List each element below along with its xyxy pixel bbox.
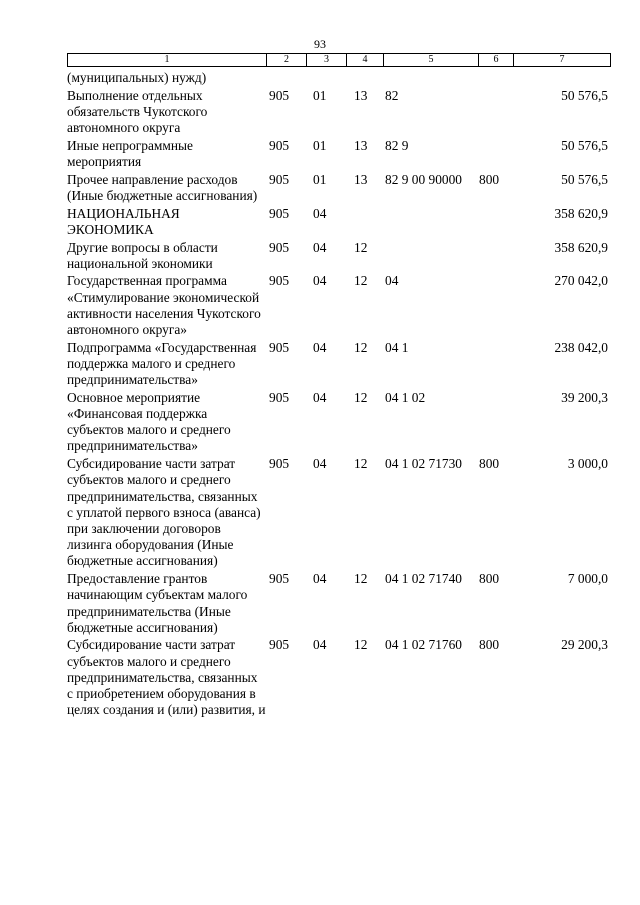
- row-name: НАЦИОНАЛЬНАЯ ЭКОНОМИКА: [67, 205, 180, 237]
- row-code-4: 13: [354, 137, 368, 153]
- row-code-5: 04: [385, 273, 399, 289]
- row-code-5: 04 1 02: [385, 389, 426, 405]
- row-code-6: 800: [479, 456, 500, 472]
- row-code-6: [478, 206, 513, 240]
- row-code-4: 13: [354, 87, 368, 103]
- row-code-5: 04 1 02 71730: [385, 456, 462, 472]
- table-row: [67, 340, 610, 390]
- row-amount: 270 042,0: [554, 273, 608, 289]
- table-row: [67, 390, 610, 456]
- column-header: 4: [347, 54, 384, 67]
- row-code-3: 04: [313, 273, 327, 289]
- row-code-2: 905: [269, 571, 290, 587]
- row-code-5: 82 9 00 90000: [385, 171, 462, 187]
- row-amount: 50 576,5: [561, 87, 608, 103]
- budget-table: [67, 70, 610, 720]
- row-name: Основное мероприятие «Финансовая поддержка субъектов малого и среднего предпринимательства»: [67, 389, 231, 454]
- row-code-3: 04: [313, 456, 327, 472]
- row-code-2: 905: [269, 137, 290, 153]
- row-amount: [513, 70, 610, 88]
- row-code-3: 04: [313, 637, 327, 653]
- table-row: [67, 571, 610, 637]
- row-code-5: [383, 70, 478, 88]
- column-header-row: [68, 54, 611, 67]
- row-code-3: 04: [313, 239, 327, 255]
- row-name: Иные непрограммные мероприятия: [67, 137, 193, 170]
- row-code-5: 04 1 02 71740: [385, 571, 462, 587]
- row-code-2: 905: [269, 171, 290, 187]
- row-amount: 29 200,3: [561, 637, 608, 653]
- row-amount: 50 576,5: [561, 171, 608, 187]
- row-amount: 39 200,3: [561, 389, 608, 405]
- row-code-2: [266, 70, 306, 88]
- table-header: [67, 53, 611, 67]
- row-code-5: [383, 240, 478, 274]
- row-code-2: 905: [269, 87, 290, 103]
- row-code-3: 01: [313, 171, 327, 187]
- row-code-4: 12: [354, 456, 368, 472]
- row-code-4: [346, 70, 383, 88]
- row-code-4: 12: [354, 571, 368, 587]
- row-amount: 238 042,0: [554, 339, 608, 355]
- row-name: Предоставление грантов начинающим субъектам малого предпринимательства (Иные бюджетные ассигнования): [67, 571, 248, 635]
- row-code-4: 12: [354, 637, 368, 653]
- row-code-3: 04: [313, 571, 327, 587]
- table-row: [67, 273, 610, 339]
- row-code-4: [346, 206, 383, 240]
- column-header: 7: [514, 54, 611, 67]
- row-name: Другие вопросы в области национальной экономики: [67, 239, 218, 271]
- row-code-2: 905: [269, 239, 290, 255]
- row-name: Субсидирование части затрат субъектов малого и среднего предпринимательства, связанных с приобретением оборудования в целях создания и (или) развития, и: [67, 637, 266, 718]
- row-code-3: 01: [313, 137, 327, 153]
- row-code-6: 800: [479, 571, 500, 587]
- row-name: Субсидирование части затрат субъектов малого и среднего предпринимательства, связанных с уплатой первого взноса (аванса) при заключении договоров лизинга оборудования (Иные бюджетные ассигнования): [67, 456, 261, 569]
- table-row: [67, 206, 610, 240]
- row-code-2: 905: [269, 637, 290, 653]
- row-code-5: 82: [385, 87, 399, 103]
- row-amount: 358 620,9: [554, 239, 608, 255]
- row-code-4: 12: [354, 273, 368, 289]
- row-name: (муниципальных) нужд): [67, 70, 207, 85]
- row-amount: 358 620,9: [554, 205, 608, 221]
- row-name: Подпрограмма «Государственная поддержка малого и среднего предпринимательства»: [67, 339, 257, 388]
- row-code-6: [478, 273, 513, 339]
- row-code-4: 13: [354, 171, 368, 187]
- row-name: Выполнение отдельных обязательств Чукотского автономного округа: [67, 87, 208, 136]
- row-code-3: [306, 70, 346, 88]
- row-code-3: 01: [313, 87, 327, 103]
- row-amount: 3 000,0: [567, 456, 608, 472]
- row-code-6: [478, 340, 513, 390]
- row-code-6: 800: [479, 171, 500, 187]
- row-code-3: 04: [313, 389, 327, 405]
- row-code-3: 04: [313, 339, 327, 355]
- row-code-4: 12: [354, 389, 368, 405]
- row-code-3: 04: [313, 205, 327, 221]
- column-header: 1: [68, 54, 267, 67]
- row-amount: 7 000,0: [567, 571, 608, 587]
- column-header: 5: [384, 54, 479, 67]
- row-name: Прочее направление расходов (Иные бюджетные ассигнования): [67, 171, 258, 203]
- table-row: [67, 172, 610, 206]
- row-code-5: 04 1 02 71760: [385, 637, 462, 653]
- row-code-2: 905: [269, 273, 290, 289]
- column-header: 6: [479, 54, 514, 67]
- row-code-6: [478, 390, 513, 456]
- row-code-6: [478, 88, 513, 138]
- table-row: [67, 240, 610, 274]
- table-row: [67, 138, 610, 172]
- row-code-2: 905: [269, 205, 290, 221]
- table-row: [67, 70, 610, 88]
- row-code-5: 82 9: [385, 137, 409, 153]
- row-code-2: 905: [269, 456, 290, 472]
- row-code-4: 12: [354, 339, 368, 355]
- column-header: 2: [267, 54, 307, 67]
- row-code-6: [478, 138, 513, 172]
- row-code-4: 12: [354, 239, 368, 255]
- row-amount: 50 576,5: [561, 137, 608, 153]
- row-code-2: 905: [269, 339, 290, 355]
- page-number: 93: [314, 37, 326, 51]
- table-row: [67, 88, 610, 138]
- row-code-5: 04 1: [385, 339, 409, 355]
- row-code-6: [478, 240, 513, 274]
- row-name: Государственная программа «Стимулирование экономической активности населения Чукотского автономного округа»: [67, 273, 261, 338]
- row-code-6: 800: [479, 637, 500, 653]
- table-row: [67, 637, 610, 720]
- row-code-2: 905: [269, 389, 290, 405]
- row-code-6: [478, 70, 513, 88]
- table-row: [67, 456, 610, 571]
- column-header: 3: [307, 54, 347, 67]
- row-code-5: [383, 206, 478, 240]
